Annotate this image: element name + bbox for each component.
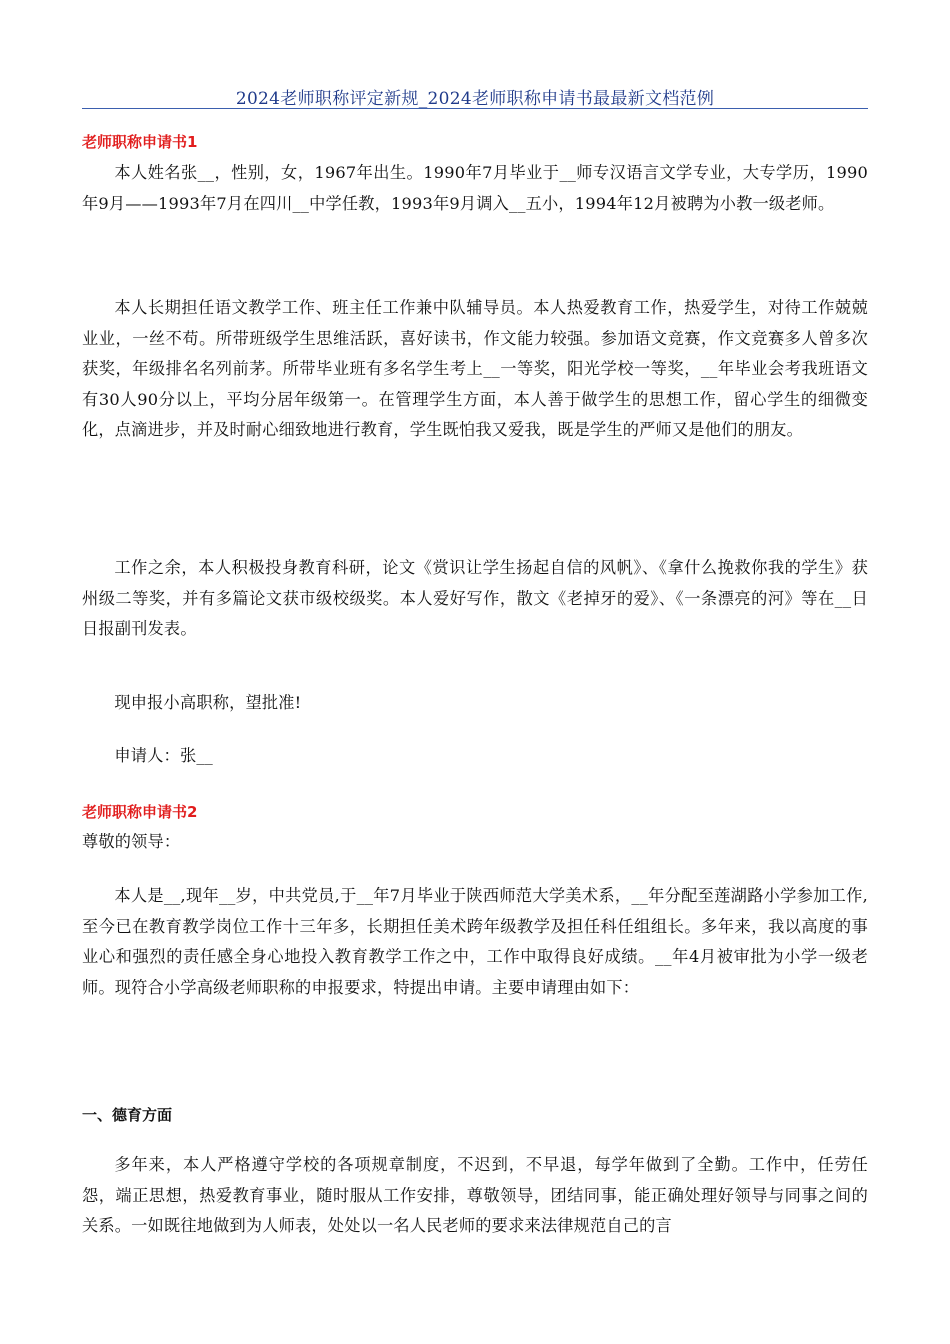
section-1-paragraph-2: 本人长期担任语文教学工作、班主任工作兼中队辅导员。本人热爱教育工作，热爱学生，对待工作兢兢业业，一丝不苟。所带班级学生思维活跃，喜好读书，作文能力较强。参加语文竞赛，作文竞赛多人曾多次获奖，年级排名名列前茅。所带毕业班有多名学生考上__一等奖，阳光学校一等奖，__年毕业会考我班语文有30人90分以上，平均分居年级第一。在管理学生方面，本人善于做学生的思想工作，留心学生的细微变化，点滴进步，并及时耐心细致地进行教育，学生既怕我又爱我，既是学生的严师又是他们的朋友。 xyxy=(82,298,868,439)
section-2-intro-paragraph: 本人是__,现年__岁，中共党员,于__年7月毕业于陕西师范大学美术系，__年分配至莲湖路小学参加工作,至今已在教育教学岗位工作十三年多，长期担任美术跨年级教学及担任科任组组长。多年来，我以高度的事业心和强烈的责任感全身心地投入教育教学工作之中，工作中取得良好成绩。__年4月被审批为小学一级老师。现符合小学高级老师职称的申报要求，特提出申请。主要申请理由如下： xyxy=(82,886,868,997)
section-1-closing: 现申报小高职称，望批准! xyxy=(114,693,302,712)
section-1-paragraph-3: 工作之余，本人积极投身教育科研，论文《赏识让学生扬起自信的风帆》、《拿什么挽救你我的学生》获州级二等奖，并有多篇论文获市级校级奖。本人爱好写作，散文《老掉牙的爱》、《一条漂亮的河》等在__日日报副刊发表。 xyxy=(82,558,868,638)
section-2-title: 老师职称申请书2 xyxy=(82,803,198,821)
header-divider xyxy=(82,108,868,109)
section-2-heading-moral: 一、德育方面 xyxy=(82,1106,173,1124)
section-1-title: 老师职称申请书1 xyxy=(82,133,198,151)
section-2-salutation: 尊敬的领导： xyxy=(82,832,181,851)
section-2-body-paragraph: 多年来，本人严格遵守学校的各项规章制度，不迟到，不早退，每学年做到了全勤。工作中，任劳任怨，端正思想，热爱教育事业，随时服从工作安排，尊敬领导，团结同事，能正确处理好领导与同事之间的关系。一如既往地做到为人师表，处处以一名人民老师的要求来法律规范自己的言 xyxy=(82,1155,868,1235)
section-1-signature: 申请人：张__ xyxy=(114,746,213,765)
document-page xyxy=(82,0,868,1344)
document-header-title: 2024老师职称评定新规_2024老师职称申请书最最新文档范例 xyxy=(235,89,715,109)
section-1-paragraph-1: 本人姓名张__，性别，女，1967年出生。1990年7月毕业于__师专汉语言文学专业，大专学历，1990年9月——1993年7月在四川__中学任教，1993年9月调入__五小，1994年12月被聘为小教一级老师。 xyxy=(82,163,868,213)
